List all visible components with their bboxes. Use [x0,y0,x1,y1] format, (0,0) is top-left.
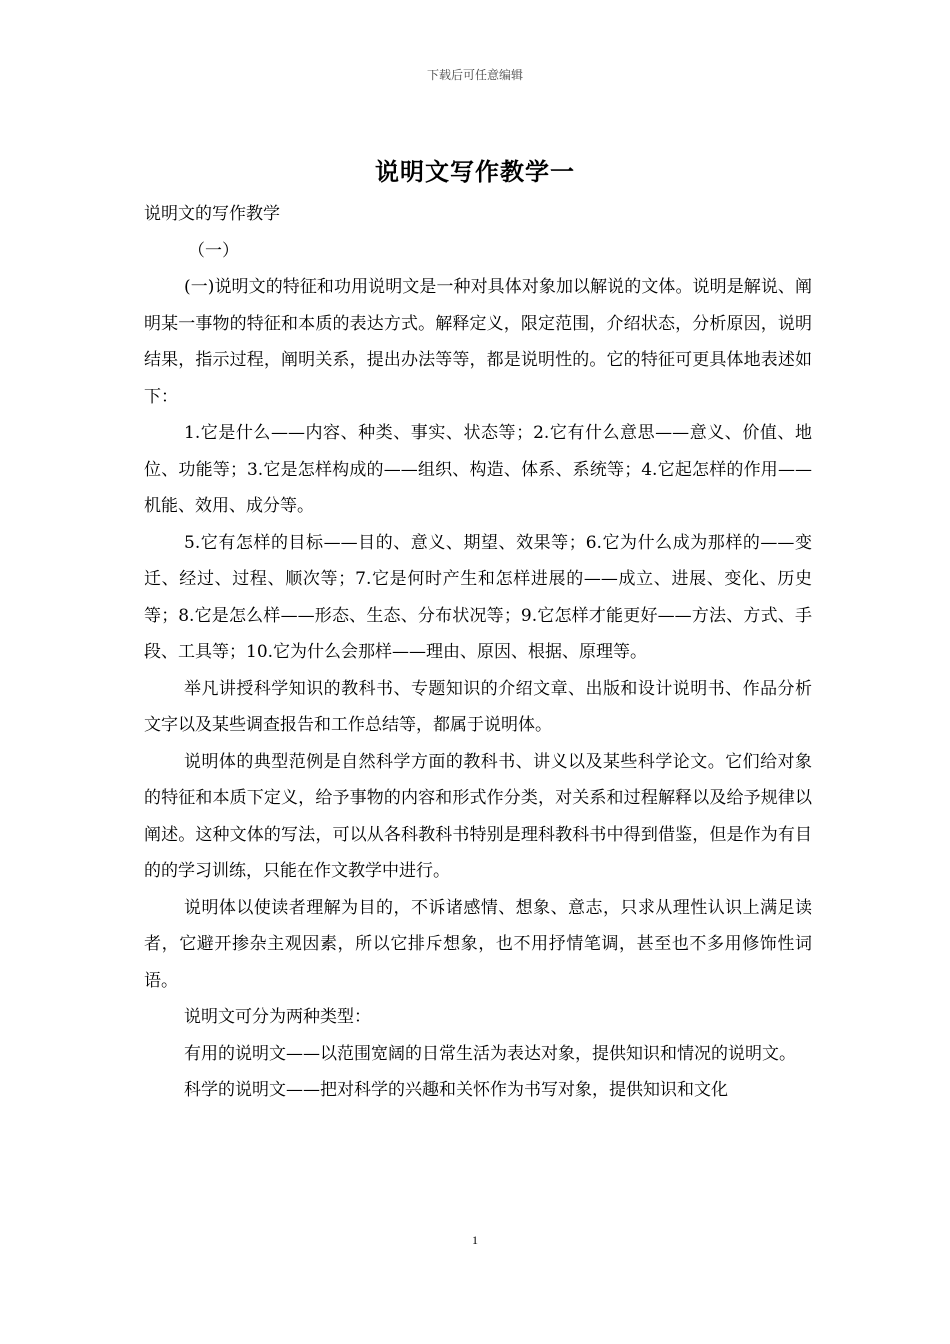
paragraph: 说明体的典型范例是自然科学方面的教科书、讲义以及某些科学论文。它们给对象的特征和本质下定义，给予事物的内容和形式作分类，对关系和过程解释以及给予规律以阐述。这种文体的写法，可以从各科教科书特别是理科教科书中得到借鉴，但是作为有目的的学习训练，只能在作文教学中进行。 [144,751,812,881]
paragraph: 5.它有怎样的目标——目的、意义、期望、效果等；6.它为什么成为那样的——变迁、经过、过程、顺次等；7.它是何时产生和怎样进展的——成立、进展、变化、历史等；8.它是怎么样——形态、生态、分布状况等；9.它怎样才能更好——方法、方式、手段、工具等；10.它为什么会那样——理由、原因、根据、原理等。 [144,532,812,662]
paragraph: 说明文可分为两种类型： [184,1007,371,1027]
paragraph: (一)说明文的特征和功用说明文是一种对具体对象加以解说的文体。说明是解说、阐明某一事物的特征和本质的表达方式。解释定义，限定范围，介绍状态，分析原因，说明结果，指示过程，阐明关系，提出办法等等，都是说明性的。它的特征可更具体地表述如下： [144,277,812,407]
document-body [144,196,812,1109]
section-marker: （一） [188,240,239,261]
document-title: 说明文写作教学一 [375,158,575,186]
paragraph: 说明体以使读者理解为目的，不诉诸感情、想象、意志，只求从理性认识上满足读者，它避开掺杂主观因素，所以它排斥想象，也不用抒情笔调，甚至也不多用修饰性词语。 [144,897,812,991]
document-subtitle: 说明文的写作教学 [144,204,280,224]
page-header: 下载后可任意编辑 [426,68,523,82]
page-number: 1 [472,1233,478,1247]
paragraph: 有用的说明文——以范围宽阔的日常生活为表达对象，提供知识和情况的说明文。 [184,1043,796,1064]
paragraph: 科学的说明文——把对科学的兴趣和关怀作为书写对象，提供知识和文化 [184,1080,728,1100]
paragraph: 举凡讲授科学知识的教科书、专题知识的介绍文章、出版和设计说明书、作品分析文字以及某些调查报告和工作总结等，都属于说明体。 [144,678,812,735]
paragraph: 1.它是什么——内容、种类、事实、状态等；2.它有什么意思——意义、价值、地位、功能等；3.它是怎样构成的——组织、构造、体系、系统等；4.它起怎样的作用——机能、效用、成分等。 [144,423,812,516]
